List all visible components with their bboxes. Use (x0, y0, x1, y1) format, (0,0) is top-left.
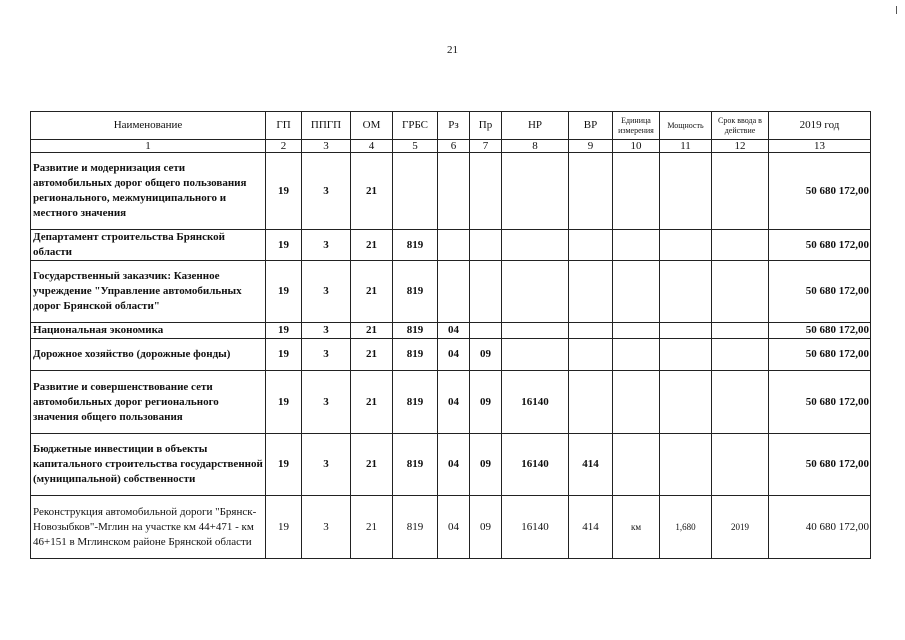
cell-gp: 19 (266, 153, 302, 230)
cell-commissioning-date: 2019 (712, 496, 769, 559)
cell-om: 21 (351, 339, 393, 371)
cell-rz: 04 (438, 496, 470, 559)
cell-nr: 16140 (502, 371, 569, 434)
cell-unit (613, 434, 660, 496)
cell-pr: 09 (470, 371, 502, 434)
row-name: Государственный заказчик: Казенное учреждение "Управление автомобильных дорог Брянской области" (31, 261, 266, 323)
cell-vr (569, 371, 613, 434)
cell-gp: 19 (266, 434, 302, 496)
cell-gp: 19 (266, 496, 302, 559)
cell-commissioning-date (712, 339, 769, 371)
table-row (31, 261, 871, 323)
cell-om: 21 (351, 230, 393, 261)
cell-rz (438, 261, 470, 323)
cell-capacity (660, 434, 712, 496)
cell-commissioning-date (712, 371, 769, 434)
column-number: 2 (266, 140, 302, 153)
cell-vr: 414 (569, 434, 613, 496)
header-capacity: Мощность (660, 112, 712, 140)
header-grbs: ГРБС (393, 112, 438, 140)
cell-gp: 19 (266, 261, 302, 323)
column-number: 5 (393, 140, 438, 153)
table-row (31, 230, 871, 261)
cell-capacity (660, 339, 712, 371)
column-number-row (31, 140, 871, 153)
cell-ppgp: 3 (302, 434, 351, 496)
cell-unit (613, 323, 660, 339)
column-number: 10 (613, 140, 660, 153)
cell-pr (470, 323, 502, 339)
cell-grbs: 819 (393, 339, 438, 371)
cell-unit (613, 230, 660, 261)
table-row (31, 323, 871, 339)
cell-nr (502, 339, 569, 371)
cell-gp: 19 (266, 323, 302, 339)
cell-grbs: 819 (393, 230, 438, 261)
cell-vr (569, 230, 613, 261)
cell-grbs: 819 (393, 371, 438, 434)
cell-gp: 19 (266, 339, 302, 371)
cell-nr (502, 230, 569, 261)
header-vr: ВР (569, 112, 613, 140)
header-om: ОМ (351, 112, 393, 140)
cell-vr (569, 153, 613, 230)
cell-pr (470, 153, 502, 230)
cell-om: 21 (351, 261, 393, 323)
cell-commissioning-date (712, 230, 769, 261)
header-rz: Рз (438, 112, 470, 140)
cell-om: 21 (351, 323, 393, 339)
cell-amount-2019: 50 680 172,00 (769, 339, 871, 371)
cell-ppgp: 3 (302, 323, 351, 339)
table-row (31, 496, 871, 559)
cell-capacity (660, 323, 712, 339)
cell-amount-2019: 50 680 172,00 (769, 323, 871, 339)
cell-capacity (660, 261, 712, 323)
cell-grbs: 819 (393, 261, 438, 323)
cell-om: 21 (351, 434, 393, 496)
table-row (31, 153, 871, 230)
row-name: Развитие и совершенствование сети автомобильных дорог регионального значения общего пользования (31, 371, 266, 434)
cell-nr (502, 261, 569, 323)
header-unit: Единица измерения (613, 112, 660, 140)
cell-unit (613, 153, 660, 230)
cell-rz: 04 (438, 339, 470, 371)
table-row (31, 434, 871, 496)
cell-nr (502, 153, 569, 230)
column-number: 8 (502, 140, 569, 153)
cell-ppgp: 3 (302, 371, 351, 434)
header-ppgp: ППГП (302, 112, 351, 140)
cell-rz (438, 153, 470, 230)
cell-amount-2019: 50 680 172,00 (769, 434, 871, 496)
cell-commissioning-date (712, 153, 769, 230)
row-name: Реконструкция автомобильной дороги "Брянск-Новозыбков"-Мглин на участке км 44+471 - км 46+151 в Мглинском районе Брянской области (31, 496, 266, 559)
column-number: 12 (712, 140, 769, 153)
column-number: 11 (660, 140, 712, 153)
cell-grbs (393, 153, 438, 230)
cell-amount-2019: 50 680 172,00 (769, 230, 871, 261)
cell-rz: 04 (438, 434, 470, 496)
cell-ppgp: 3 (302, 496, 351, 559)
cell-capacity: 1,680 (660, 496, 712, 559)
cell-pr: 09 (470, 339, 502, 371)
cell-grbs: 819 (393, 323, 438, 339)
cell-unit: км (613, 496, 660, 559)
cell-unit (613, 339, 660, 371)
header-gp: ГП (266, 112, 302, 140)
cell-grbs: 819 (393, 496, 438, 559)
column-number: 13 (769, 140, 871, 153)
header-pr: Пр (470, 112, 502, 140)
row-name: Развитие и модернизация сети автомобильных дорог общего пользования регионального, межмуниципального и местного значения (31, 153, 266, 230)
cell-pr: 09 (470, 434, 502, 496)
cell-nr: 16140 (502, 434, 569, 496)
cell-pr (470, 261, 502, 323)
cell-om: 21 (351, 496, 393, 559)
cell-rz (438, 230, 470, 261)
column-number: 1 (31, 140, 266, 153)
cell-rz: 04 (438, 323, 470, 339)
cell-pr (470, 230, 502, 261)
cell-gp: 19 (266, 230, 302, 261)
column-number: 6 (438, 140, 470, 153)
cell-commissioning-date (712, 434, 769, 496)
header-year-2019: 2019 год (769, 112, 871, 140)
table-header-row (31, 112, 871, 140)
cell-rz: 04 (438, 371, 470, 434)
cell-unit (613, 261, 660, 323)
cell-vr: 414 (569, 496, 613, 559)
column-number: 3 (302, 140, 351, 153)
column-number: 7 (470, 140, 502, 153)
row-name: Бюджетные инвестиции в объекты капитального строительства государственной (муниципальной) собственности (31, 434, 266, 496)
cell-capacity (660, 230, 712, 261)
cell-amount-2019: 50 680 172,00 (769, 153, 871, 230)
cell-capacity (660, 371, 712, 434)
cell-gp: 19 (266, 371, 302, 434)
table-row (31, 339, 871, 371)
cell-commissioning-date (712, 261, 769, 323)
cell-vr (569, 339, 613, 371)
cell-om: 21 (351, 371, 393, 434)
cell-grbs: 819 (393, 434, 438, 496)
row-name: Национальная экономика (31, 323, 266, 339)
cell-amount-2019: 40 680 172,00 (769, 496, 871, 559)
cell-ppgp: 3 (302, 230, 351, 261)
cell-nr: 16140 (502, 496, 569, 559)
cell-commissioning-date (712, 323, 769, 339)
cell-amount-2019: 50 680 172,00 (769, 371, 871, 434)
table-row (31, 371, 871, 434)
row-name: Департамент строительства Брянской области (31, 230, 266, 261)
cell-ppgp: 3 (302, 339, 351, 371)
budget-table (30, 111, 871, 559)
cell-pr: 09 (470, 496, 502, 559)
cell-vr (569, 323, 613, 339)
cell-om: 21 (351, 153, 393, 230)
row-name: Дорожное хозяйство (дорожные фонды) (31, 339, 266, 371)
header-nr: НР (502, 112, 569, 140)
header-commissioning-date: Срок ввода в действие (712, 112, 769, 140)
cell-vr (569, 261, 613, 323)
cell-capacity (660, 153, 712, 230)
column-number: 9 (569, 140, 613, 153)
cell-nr (502, 323, 569, 339)
cell-ppgp: 3 (302, 153, 351, 230)
cell-ppgp: 3 (302, 261, 351, 323)
page-number: 21 (447, 44, 458, 56)
cell-unit (613, 371, 660, 434)
column-number: 4 (351, 140, 393, 153)
header-name: Наименование (31, 112, 266, 140)
scan-edge-mark (896, 6, 897, 14)
cell-amount-2019: 50 680 172,00 (769, 261, 871, 323)
